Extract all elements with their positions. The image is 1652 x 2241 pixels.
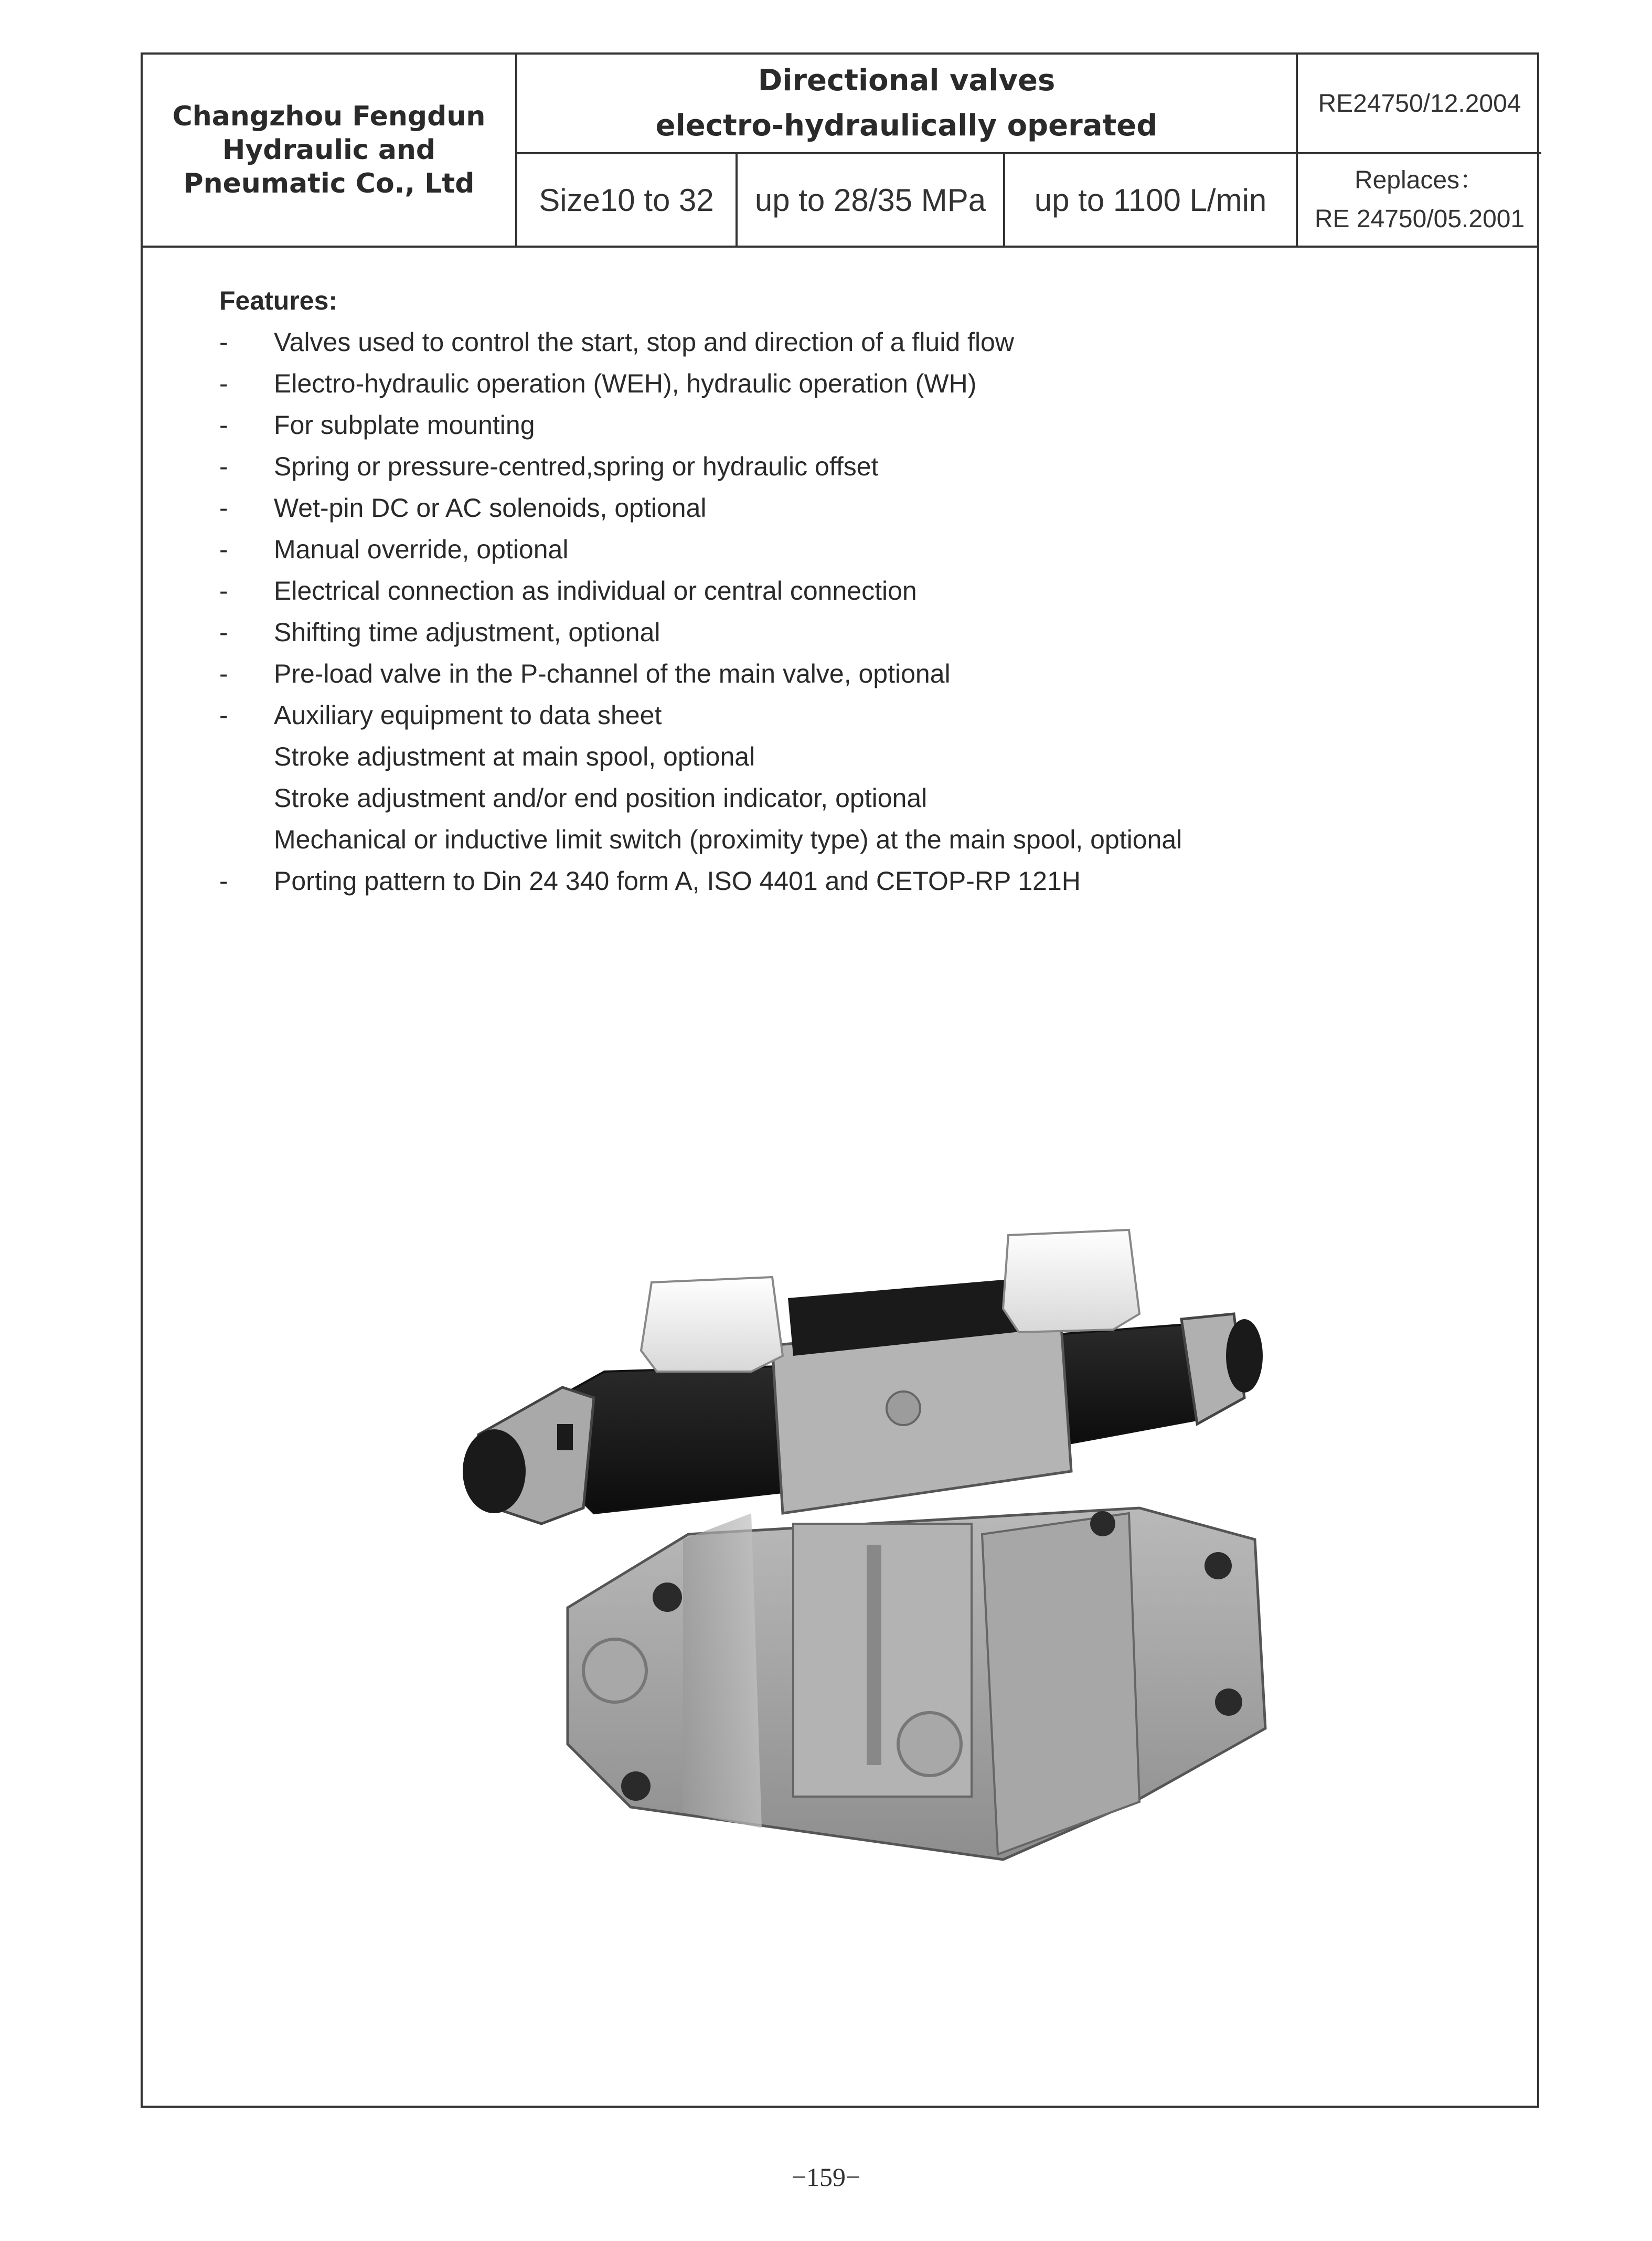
- company-line: Pneumatic Co., Ltd: [183, 168, 475, 199]
- main-valve-body: [568, 1508, 1265, 1860]
- features-heading: Features:: [219, 286, 338, 315]
- list-item: [219, 611, 1478, 653]
- bullet-dash: -: [219, 866, 228, 896]
- list-item: [219, 404, 1478, 445]
- replaces-value: RE 24750/05.2001: [1314, 205, 1525, 233]
- list-item: [219, 570, 1478, 611]
- spec-flow: up to 1100 L/min: [1034, 182, 1267, 218]
- feature-text: Valves used to control the start, stop and direction of a fluid flow: [274, 327, 1014, 357]
- list-item: [219, 860, 1478, 901]
- bullet-dash: -: [219, 659, 228, 688]
- list-item: [219, 653, 1478, 694]
- feature-text: Shifting time adjustment, optional: [274, 617, 660, 647]
- header-table: [143, 55, 1537, 248]
- title-line-2: electro-hydraulically operated: [655, 109, 1158, 143]
- feature-text: Stroke adjustment at main spool, optional: [274, 741, 755, 771]
- list-item: [219, 487, 1478, 528]
- feature-text: Electro-hydraulic operation (WEH), hydraulic operation (WH): [274, 368, 977, 398]
- list-item: [219, 321, 1478, 363]
- feature-text: Manual override, optional: [274, 534, 569, 564]
- spec-size: Size10 to 32: [539, 182, 714, 218]
- bullet-dash: -: [219, 451, 228, 481]
- product-photo-valve: [457, 1198, 1402, 1912]
- bullet-dash: -: [219, 576, 228, 606]
- company-line: Hydraulic and: [222, 134, 436, 166]
- list-item: [219, 363, 1478, 404]
- page-number: −159−: [791, 2162, 861, 2192]
- document-frame: [141, 52, 1539, 2108]
- bullet-dash: -: [219, 368, 228, 398]
- company-line: Changzhou Fengdun: [172, 101, 486, 132]
- feature-text: Wet-pin DC or AC solenoids, optional: [274, 493, 707, 523]
- company-name: [143, 55, 515, 246]
- title-line-1: Directional valves: [758, 63, 1056, 98]
- bullet-dash: -: [219, 327, 228, 357]
- spec-pressure: up to 28/35 MPa: [754, 182, 986, 218]
- list-item: [219, 819, 1478, 860]
- features-section: [219, 285, 1478, 901]
- document-number: RE24750/12.2004: [1318, 89, 1521, 118]
- feature-text: Porting pattern to Din 24 340 form A, ISO 4401 and CETOP-RP 121H: [274, 866, 1081, 896]
- pilot-valve: [463, 1277, 1263, 1524]
- list-item: [219, 528, 1478, 570]
- list-item: [219, 736, 1478, 777]
- feature-text: Auxiliary equipment to data sheet: [274, 700, 662, 730]
- bullet-dash: -: [219, 700, 228, 730]
- replaces-cell: [1298, 154, 1541, 246]
- list-item: [219, 777, 1478, 819]
- replaces-label: Replaces：: [1354, 166, 1485, 194]
- bullet-dash: -: [219, 617, 228, 647]
- feature-text: Stroke adjustment and/or end position indicator, optional: [274, 783, 928, 813]
- bullet-dash: -: [219, 410, 228, 440]
- document-title: [517, 55, 1296, 152]
- feature-text: Spring or pressure-centred,spring or hydraulic offset: [274, 451, 879, 481]
- list-item: [219, 445, 1478, 487]
- bullet-dash: -: [219, 534, 228, 564]
- feature-text: For subplate mounting: [274, 410, 535, 440]
- features-list: [219, 321, 1478, 901]
- feature-text: Electrical connection as individual or central connection: [274, 576, 917, 606]
- feature-text: Pre-load valve in the P-channel of the main valve, optional: [274, 659, 951, 688]
- bullet-dash: -: [219, 493, 228, 523]
- list-item: [219, 694, 1478, 736]
- feature-text: Mechanical or inductive limit switch (proximity type) at the main spool, optional: [274, 824, 1182, 854]
